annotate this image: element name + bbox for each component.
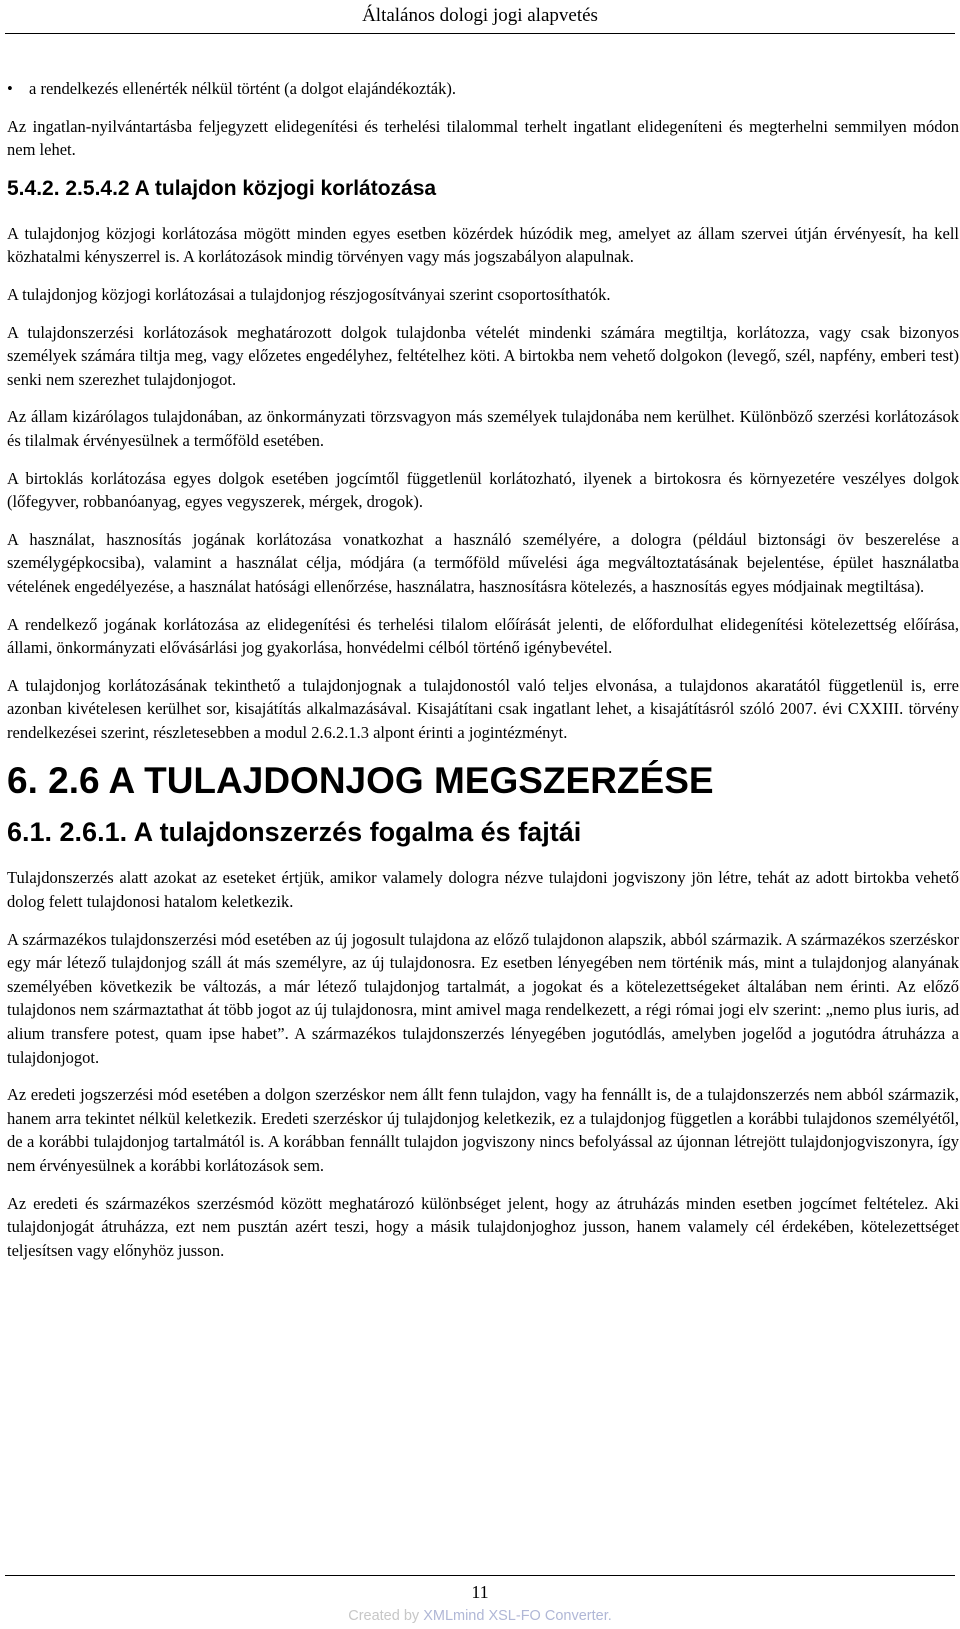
chapter-heading: 6. 2.6 A TULAJDONJOG MEGSZERZÉSE: [7, 760, 714, 802]
paragraph: A származékos tulajdonszerzési mód esetében az új jogosult tulajdona az előző tulajdonon alapszik, abból származik. A származékos szerzéskor egy már létező tulajdonjog száll át más személyre, az új tulajdonosra. Ez esetben lényegében nem történik más, mint a tulajdonjog alanyának személyében következik be változás, a már létező tulajdonjog tartalmát, a jogokat és a kötelezettségeket általában nem érinti. Az előző tulajdonos nem származtathat át több jogot az új tulajdonosra, mint amivel maga rendelkezett, a régi római jogi elv szerint: „nemo plus iuris, ad alium transfere potest, quam ipse habet”. A származékos tulajdonszerzés lényegében jogutódlás, amelyben jogelőd a jogutódra átruházza a tulajdonjogot.: [7, 929, 959, 1067]
page-number: 11: [471, 1582, 489, 1602]
subsection-heading: 5.4.2. 2.5.4.2 A tulajdon közjogi korlátozása: [7, 176, 437, 200]
bullet-dot-icon: •: [7, 79, 13, 98]
generator-credit: [0, 1607, 960, 1625]
paragraph: A tulajdonjog korlátozásának tekinthető a tulajdonjognak a tulajdonostól való teljes elvonása, a tulajdonos akaratától függetlenül is, erre azonban kivételesen kerülhet sor, kisajátítás alkalmazásával. Kisajátítani csak ingatlant lehet, a kisajátításról szóló 2007. évi CXXIII. törvény rendelkezései szerint, részletesebben a modul 2.6.2.1.3 alpont érinti a jogintézményt.: [7, 675, 959, 742]
paragraph: A használat, hasznosítás jogának korlátozása vonatkozhat a használó személyére, a dologra (például biztonsági öv beszerelése a személygépkocsiba), valamint a használat célja, módjára (a termőföld művelési ága megváltoztatásának bejelentése, épület használatba vételének engedélyezése, a használat hatósági ellenőrzése, használatra, hasznosításra kötelezés, a hasznosítás egyes módjainak megtiltása).: [7, 529, 959, 596]
paragraph: A tulajdonszerzési korlátozások meghatározott dolgok tulajdonba vételét mindenki számára megtiltja, korlátozza, vagy csak bizonyos személyek számára tiltja meg, vagy előzetes engedélyhez, feltételhez köti. A birtokba nem vehető dolgokon (levegő, szél, napfény, emberi test) senki nem szerezhet tulajdonjogot.: [7, 322, 959, 389]
paragraph: Tulajdonszerzés alatt azokat az eseteket értjük, amikor valamely dologra nézve tulajdoni jogviszony jön létre, tehát az adott birtokba vehető dolog felett tulajdonosi hatalom keletkezik.: [7, 868, 959, 912]
running-header: Általános dologi jogi alapvetés: [362, 5, 598, 26]
paragraph: A tulajdonjog közjogi korlátozása mögött minden egyes esetben közérdek húzódik meg, amelyet az állam szervei útján érvényesít, ha kell közhatalmi kényszerrel is. A korlátozások mindig törvényen vagy más jogszabályon alapulnak.: [7, 223, 959, 267]
paragraph: A birtoklás korlátozása egyes dolgok esetében jogcímtől függetlenül korlátozható, ilyenek a birtokosra és környezetére veszélyes dolgok (lőfegyver, robbanóanyag, egyes vegyszerek, mérgek, drogok).: [7, 468, 959, 512]
paragraph: A rendelkező jogának korlátozása az elidegenítési és terhelési tilalom előírását jelenti, de előfordulhat elidegenítési kötelezettség előírása, állami, önkormányzati elővásárlási jog gyakorlása, honvédelmi célból történő igénybevétel.: [7, 614, 959, 658]
paragraph: Az ingatlan-nyilvántartásba feljegyzett elidegenítési és terhelési tilalommal terhelt ingatlant elidegeníteni és megterhelni semmilyen módon nem lehet.: [7, 116, 959, 160]
bullet-list: [7, 77, 959, 101]
section-heading: 6.1. 2.6.1. A tulajdonszerzés fogalma és fajtái: [7, 817, 582, 848]
paragraph: Az állam kizárólagos tulajdonában, az önkormányzati törzsvagyon más személyek tulajdonába nem kerülhet. Különböző szerzési korlátozások és tilalmak érvényesülnek a termőföld esetében.: [7, 407, 959, 450]
bullet-text: a rendelkezés ellenérték nélkül történt (a dolgot elajándékozták).: [29, 79, 456, 98]
page-content: [7, 77, 959, 1262]
paragraph: Az eredeti és származékos szerzésmód között meghatározó különbséget jelent, hogy az átruházás minden esetben jogcímet feltételez. Aki tulajdonjogát átruházza, ezt nem pusztán azért teszi, hogy a másik tulajdonjoghoz jusson, hanem valamely cél érdekében, kötelezettséget teljesítsen vagy előnyhöz jusson.: [7, 1193, 959, 1260]
footer-divider: [5, 1575, 955, 1576]
paragraph: Az eredeti jogszerzési mód esetében a dolgon szerzéskor nem állt fenn tulajdon, vagy ha fennállt is, de a tulajdonszerzés nem abból származik, hanem arra tekintet nélkül keletkezik. Eredeti szerzéskor új tulajdonjog keletkezik, ez a tulajdonjog független a korábbi tulajdonos személyétől, de a korábbi tulajdonjog tartalmától is. A korábban fennállt tulajdon jogviszony nincs befolyással az újonnan létrejött tulajdonjogviszonyra, így nem érvényesülnek a korábbi korlátozások sem.: [7, 1085, 959, 1175]
credit-product-link[interactable]: XMLmind XSL-FO Converter.: [423, 1608, 612, 1624]
bullet-item: [7, 77, 959, 101]
header-divider: [5, 33, 955, 34]
credit-prefix: Created by: [348, 1608, 420, 1624]
paragraph: A tulajdonjog közjogi korlátozásai a tulajdonjog részjogosítványai szerint csoportosíthatók.: [7, 284, 611, 304]
